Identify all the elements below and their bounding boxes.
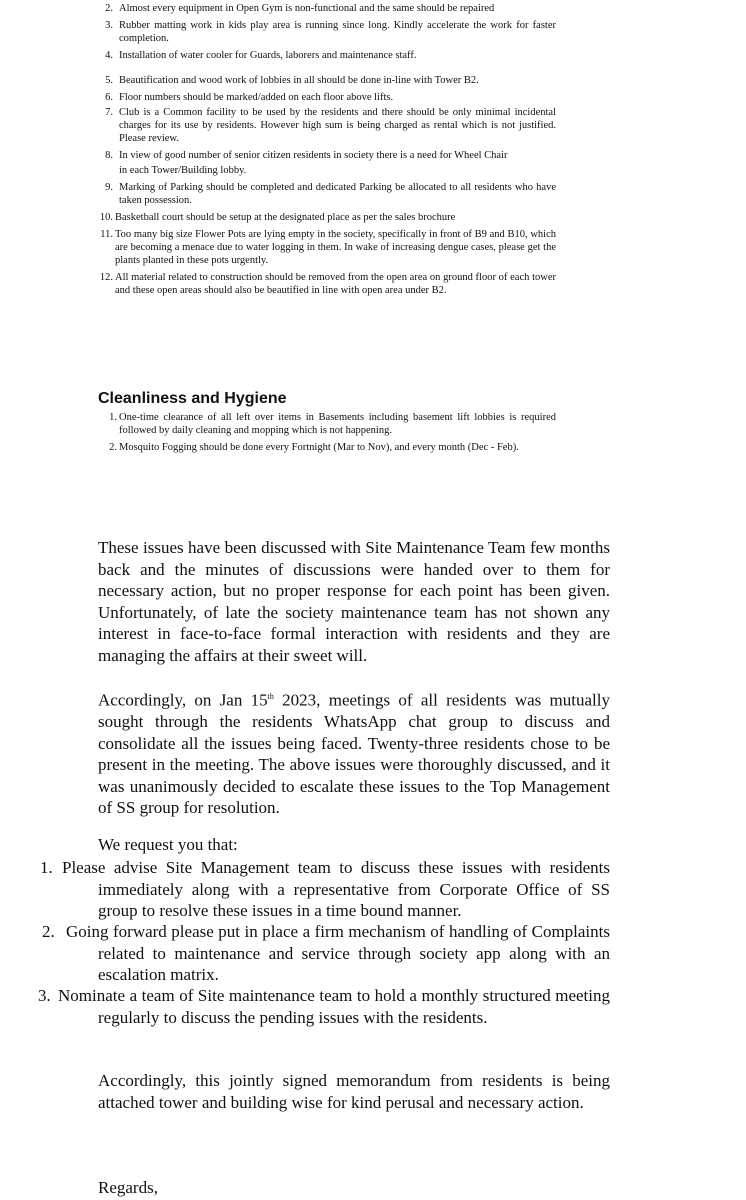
list-item: 11. Too many big size Flower Pots are lying empty in the society, specifically in front of B9 and B10, which are becoming a menace due to water logging in them. In wake of increasing dengue cases, please get the plants planted in these pots urgently. [100,229,556,266]
list-item: 12. All material related to construction should be removed from the open area on ground floor of each tower and these open areas should also be beautified in line with open area under B2. [99,272,556,296]
list-item: 4. Installation of water cooler for Guards, laborers and maintenance staff. [105,50,417,61]
request-item: 2. Going forward please put in place a firm mechanism of handling of Complaints related to maintenance and service through society app along with an escalation matrix. [42,922,610,984]
request-item: 3. Nominate a team of Site maintenance team to hold a monthly structured meeting regularly to discuss the pending issues with the residents. [38,986,610,1027]
paragraph-meeting-rest: 2023, meetings of all residents was mutually sought through the residents WhatsApp chat group to discuss and consolidate all the issues being faced. Twenty-three residents chose to be present in the meeting. The above issues were thoroughly discussed, and it was unanimously decided to escalate these issues to the Top Management of SS group for resolution. [98,690,610,818]
request-item-text: Going forward please put in place a firm mechanism of handling of Complaints related to maintenance and service through society app along with an escalation matrix. [66,922,610,984]
paragraph-memorandum: Accordingly, this jointly signed memorandum from residents is being attached tower and building wise for kind perusal and necessary action. [98,1071,610,1112]
list-item: 2. Almost every equipment in Open Gym is non-functional and the same should be repaired [105,3,495,14]
paragraph-issues-discussed: These issues have been discussed with Site Maintenance Team few months back and the minutes of discussions were handed over to them for necessary action, but no proper response for each point has been given. Unfortunately, of late the society maintenance team has not shown any interest in face-to-face formal interaction with residents and they are managing the affairs at their sweet will. [98,538,610,665]
paragraph-meeting [98,686,610,819]
list-item: 2. Mosquito Fogging should be done every Fortnight (Mar to Nov), and every month (Dec - Feb). [109,442,519,453]
list-item: 7. Club is a Common facility to be used by the residents and there should be only minimal incidental charges for its use by residents. However high sum is being charged as rental which is not justified. Please review. [105,107,556,144]
section-heading: Cleanliness and Hygiene [98,390,287,407]
request-intro: We request you that: [98,835,238,854]
list-item-continuation: in each Tower/Building lobby. [119,165,247,176]
list-item: 10. Basketball court should be setup at the designated place as per the sales brochure [99,212,456,223]
list-item: 6. Floor numbers should be marked/added on each floor above lifts. [105,92,394,103]
request-item-text: Nominate a team of Site maintenance team to hold a monthly structured meeting regularly to discuss the pending issues with the residents. [58,986,610,1027]
request-item-text: Please advise Site Management team to discuss these issues with residents immediately along with a representative from Corporate Office of SS group to resolve these issues in a time bound manner. [62,858,610,920]
ordinal-suffix: th [267,692,274,701]
list-item-text: In view of good number of senior citizen residents in society there is a need for Wheel Chair [119,150,508,161]
list-item: 8. In view of good number of senior citizen residents in society there is a need for Wheel Chair in each Tower/Building lobby. [96,149,556,177]
paragraph-meeting-start: Accordingly, on Jan 15 [98,690,268,710]
hygiene-list [96,411,556,458]
closing-regards: Regards, [98,1178,158,1197]
list-item: 9. Marking of Parking should be completed and dedicated Parking be allocated to all residents who have taken possession. [105,182,556,206]
list-item: 3. Rubber matting work in kids play area is running since long. Kindly accelerate the work for faster completion. [105,20,556,44]
list-item: 1. One-time clearance of all left over items in Basements including basement lift lobbies is required followed by daily cleaning and mopping which is not happening. [109,412,556,436]
issues-list [96,2,556,301]
request-item: 1. Please advise Site Management team to discuss these issues with residents immediately along with a representative from Corporate Office of SS group to resolve these issues in a time bound manner. [40,858,610,920]
list-gap [96,66,556,74]
list-item: 5. Beautification and wood work of lobbies in all should be done in-line with Tower B2. [105,75,479,86]
